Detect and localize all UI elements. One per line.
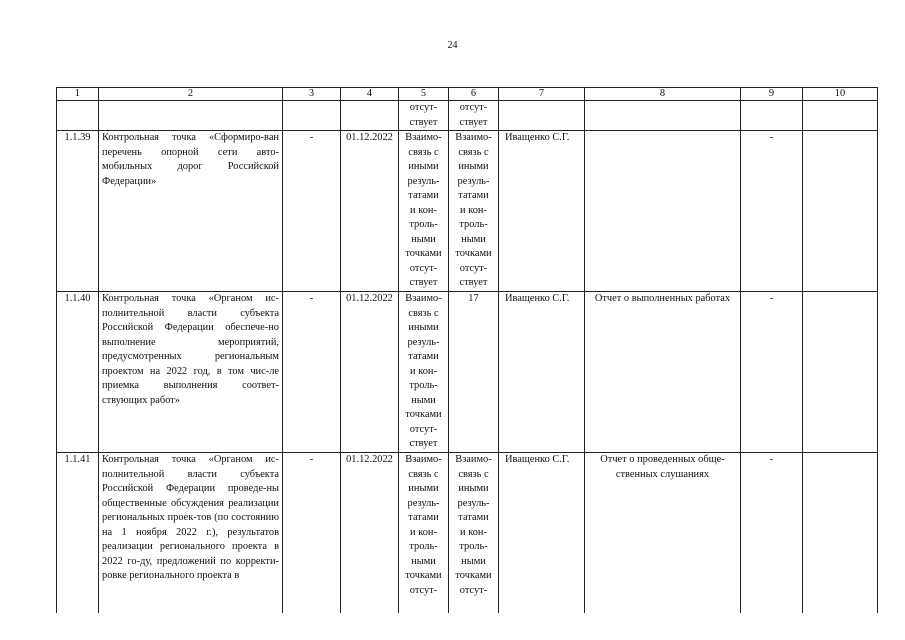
table-cell <box>57 101 99 131</box>
link-cell <box>449 101 499 131</box>
cell-line: ствует <box>409 438 438 449</box>
control-points-table <box>56 87 878 613</box>
cell-line: иными <box>408 161 439 172</box>
level-cell: - <box>741 131 803 292</box>
table-cell <box>803 101 878 131</box>
responsible-cell: Иващенко С.Г. <box>499 292 585 453</box>
cell-line: троль- <box>459 541 488 552</box>
header-cell: 10 <box>803 88 878 101</box>
start-date-cell: - <box>283 453 341 614</box>
header-cell: 5 <box>399 88 449 101</box>
cell-line: ными <box>411 394 436 406</box>
header-cell: 7 <box>499 88 585 101</box>
cell-line: связь с <box>458 468 489 480</box>
row-number: 1.1.40 <box>57 292 99 453</box>
cell-line: резуль- <box>407 175 440 187</box>
cell-line: иными <box>408 483 439 494</box>
table-cell <box>585 101 741 131</box>
end-date-cell: 01.12.2022 <box>341 292 399 453</box>
cell-line: точками <box>455 570 492 581</box>
header-cell: 1 <box>57 88 99 101</box>
cell-line: и кон- <box>410 204 437 216</box>
page-number: 24 <box>447 40 458 51</box>
cell-line: Взаимо- <box>455 454 492 465</box>
cell-line: ствует <box>459 277 488 288</box>
table-cell <box>499 101 585 131</box>
cell-line: резуль- <box>457 497 490 509</box>
successor-cell <box>449 453 499 614</box>
predecessor-cell <box>399 131 449 292</box>
header-cell: 6 <box>449 88 499 101</box>
cell-line: отсут- <box>409 262 438 274</box>
cell-line: татами <box>408 351 439 362</box>
cell-line: точками <box>405 248 442 259</box>
cell-line: точками <box>405 570 442 581</box>
cell-line: связь с <box>408 307 439 319</box>
notes-cell <box>803 292 878 453</box>
cell-line: отсут- <box>409 584 438 596</box>
notes-cell <box>803 131 878 292</box>
level-cell: - <box>741 292 803 453</box>
cell-line: и кон- <box>460 204 487 216</box>
cell-line: иными <box>458 483 489 494</box>
cell-line: резуль- <box>407 497 440 509</box>
cell-line: и кон- <box>460 526 487 538</box>
cell-line: троль- <box>409 380 438 391</box>
cell-line: связь с <box>458 146 489 158</box>
control-point-text: Контрольная точка «Органом ис-полнительной власти субъекта Российской Федерации обеспече-но выполнение мероприятий, предусмотренных региональным проектом на 2022 год, в том чис-ле приемка выполнения соответ-ствующих работ» <box>99 292 283 453</box>
table-cell <box>99 101 283 131</box>
responsible-cell: Иващенко С.Г. <box>499 131 585 292</box>
header-row <box>57 88 878 101</box>
cell-line: Взаимо- <box>455 132 492 143</box>
cell-line: точками <box>455 248 492 259</box>
link-cell <box>399 101 449 131</box>
cell-line: ствует <box>409 116 438 128</box>
predecessor-cell <box>399 292 449 453</box>
cell-line: отсут- <box>459 584 488 596</box>
table-cell <box>341 101 399 131</box>
cell-line: связь с <box>408 146 439 158</box>
cell-line: иными <box>408 322 439 333</box>
cell-line: ными <box>411 233 436 245</box>
cell-line: отсут- <box>409 102 438 113</box>
notes-cell <box>803 453 878 614</box>
cell-line: троль- <box>409 219 438 230</box>
table-row <box>57 453 878 614</box>
control-point-text: Контрольная точка «Органом ис-полнительной власти субъекта Российской Федерации проведе-ны общественные обсуждения реализации региональных проек-тов (по состоянию на 1 ноября 2022 г.), результатов реализации регионального проекта в 2022 го-ду, предложений по корректи-ровке регионального проекта в <box>99 453 283 614</box>
header-cell: 8 <box>585 88 741 101</box>
result-cell: Отчет о проведенных обще-ственных слушаниях <box>585 453 741 614</box>
header-cell: 2 <box>99 88 283 101</box>
cell-line: и кон- <box>410 365 437 377</box>
cell-line: и кон- <box>410 526 437 538</box>
header-cell: 3 <box>283 88 341 101</box>
continuation-row <box>57 101 878 131</box>
table-cell <box>741 101 803 131</box>
cell-line: отсут- <box>459 262 488 274</box>
cell-line: отсут- <box>459 102 488 113</box>
cell-line: Взаимо- <box>405 454 442 465</box>
end-date-cell: 01.12.2022 <box>341 453 399 614</box>
successor-cell <box>449 131 499 292</box>
result-cell: Отчет о выполненных работах <box>585 292 741 453</box>
cell-line: татами <box>408 190 439 201</box>
cell-line: татами <box>408 512 439 523</box>
start-date-cell: - <box>283 292 341 453</box>
cell-line: резуль- <box>457 175 490 187</box>
table-row <box>57 131 878 292</box>
responsible-cell: Иващенко С.Г. <box>499 453 585 614</box>
cell-line: троль- <box>409 541 438 552</box>
control-point-text: Контрольная точка «Сформиро-ван перечень опорной сети авто-мобильных дорог Российской Федерации» <box>99 131 283 292</box>
cell-line: ными <box>411 555 436 567</box>
row-number: 1.1.39 <box>57 131 99 292</box>
header-cell: 9 <box>741 88 803 101</box>
cell-line: татами <box>458 512 489 523</box>
successor-cell <box>449 292 499 453</box>
cell-line: троль- <box>459 219 488 230</box>
start-date-cell: - <box>283 131 341 292</box>
cell-line: Взаимо- <box>405 293 442 304</box>
cell-line: ными <box>461 555 486 567</box>
level-cell: - <box>741 453 803 614</box>
cell-line: точками <box>405 409 442 420</box>
cell-line: 17 <box>468 293 479 304</box>
row-number: 1.1.41 <box>57 453 99 614</box>
table-cell <box>283 101 341 131</box>
end-date-cell: 01.12.2022 <box>341 131 399 292</box>
cell-line: связь с <box>408 468 439 480</box>
header-cell: 4 <box>341 88 399 101</box>
predecessor-cell <box>399 453 449 614</box>
result-cell <box>585 131 741 292</box>
table-row <box>57 292 878 453</box>
cell-line: ствует <box>409 277 438 288</box>
cell-line: татами <box>458 190 489 201</box>
cell-line: ными <box>461 233 486 245</box>
cell-line: Взаимо- <box>405 132 442 143</box>
cell-line: резуль- <box>407 336 440 348</box>
cell-line: ствует <box>459 116 488 128</box>
cell-line: отсут- <box>409 423 438 435</box>
cell-line: иными <box>458 161 489 172</box>
